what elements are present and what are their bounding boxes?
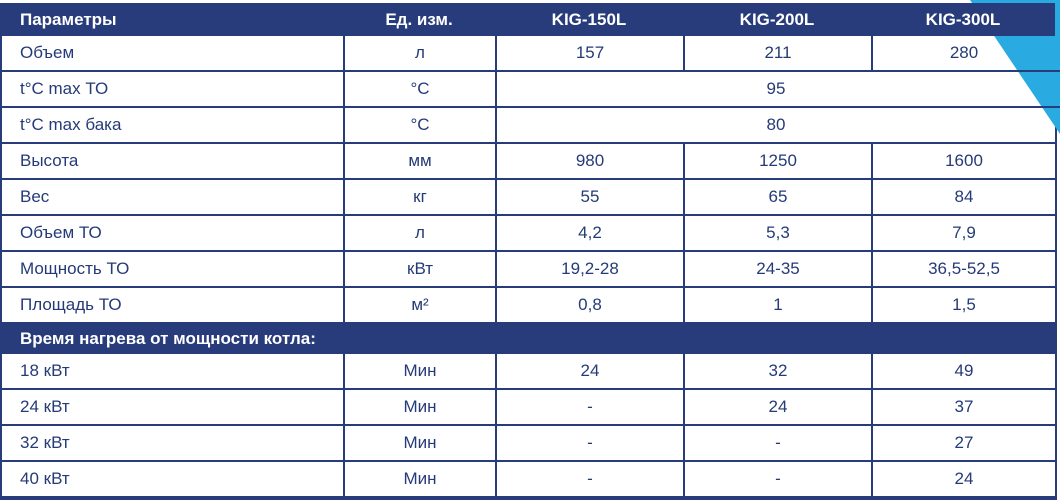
cell-value: 280 [871, 36, 1055, 70]
cell-value: 19,2-28 [495, 252, 683, 286]
cell-value: 4,2 [495, 216, 683, 250]
row-label: Мощность ТО [20, 259, 130, 278]
row-label: Вес [20, 187, 50, 206]
row-label: 24 кВт [20, 397, 70, 416]
row-label: 32 кВт [20, 433, 70, 452]
cell-value: - [495, 390, 683, 424]
section-header-row [2, 324, 1055, 354]
cell-value: 49 [871, 354, 1055, 388]
cell-value-merged: 80 [495, 108, 1055, 142]
cell-value: 36,5-52,5 [871, 252, 1055, 286]
row-unit: Мин [343, 426, 495, 460]
row-label: 18 кВт [20, 361, 70, 380]
column-header-kig-200l: KIG-200L [739, 9, 815, 29]
row-border-overlay [1036, 106, 1060, 108]
cell-value: 24 [871, 462, 1055, 496]
table-row-32kw [2, 426, 1055, 462]
cell-value: 1600 [871, 144, 1055, 178]
cell-value: 37 [871, 390, 1055, 424]
cell-value: 1250 [683, 144, 871, 178]
cell-value: - [495, 426, 683, 460]
row-label: Площадь ТО [20, 295, 122, 314]
table-row-volume-to [2, 216, 1055, 252]
row-unit: °C [343, 108, 495, 142]
row-unit: Мин [343, 462, 495, 496]
cell-value: - [683, 462, 871, 496]
table-row-tmax-tank [2, 108, 1055, 144]
table-row-area-to [2, 288, 1055, 324]
cell-value: 65 [683, 180, 871, 214]
spec-table [0, 3, 1057, 500]
cell-value: 27 [871, 426, 1055, 460]
cell-value: 24 [683, 390, 871, 424]
cell-value: - [683, 426, 871, 460]
table-row-tmax-to [2, 72, 1055, 108]
cell-value: 211 [683, 36, 871, 70]
cell-value: 5,3 [683, 216, 871, 250]
row-unit: °C [343, 72, 495, 106]
table-row-weight [2, 180, 1055, 216]
row-unit: Мин [343, 354, 495, 388]
table-header-row [2, 3, 1055, 36]
table-row-40kw [2, 462, 1055, 496]
row-label: Высота [20, 151, 79, 170]
row-unit: кВт [343, 252, 495, 286]
row-label: t°C max ТО [20, 79, 109, 98]
table-row-volume [2, 36, 1055, 72]
row-border-overlay [1012, 70, 1060, 72]
table-row-24kw [2, 390, 1055, 426]
column-header-parameters: Параметры [20, 9, 117, 29]
row-unit: кг [343, 180, 495, 214]
cell-value: 157 [495, 36, 683, 70]
cell-value: 55 [495, 180, 683, 214]
cell-value: 32 [683, 354, 871, 388]
column-header-units: Ед. изм. [385, 9, 453, 29]
cell-value: 1,5 [871, 288, 1055, 322]
column-header-kig-300l: KIG-300L [925, 9, 1001, 29]
cell-value: - [495, 462, 683, 496]
cell-value: 0,8 [495, 288, 683, 322]
row-label: Объем [20, 43, 75, 62]
row-label: Объем ТО [20, 223, 102, 242]
table-row-18kw [2, 354, 1055, 390]
cell-value: 24-35 [683, 252, 871, 286]
cell-value-merged: 95 [495, 72, 1055, 106]
section-title: Время нагрева от мощности котла: [20, 329, 316, 348]
cell-value: 7,9 [871, 216, 1055, 250]
row-unit: л [343, 216, 495, 250]
row-unit: мм [343, 144, 495, 178]
row-unit: Мин [343, 390, 495, 424]
row-unit: м² [343, 288, 495, 322]
row-label: t°C max бака [20, 115, 122, 134]
table-row-power-to [2, 252, 1055, 288]
row-label: 40 кВт [20, 469, 70, 488]
table-row-height [2, 144, 1055, 180]
cell-value: 1 [683, 288, 871, 322]
cell-value: 980 [495, 144, 683, 178]
cell-value: 84 [871, 180, 1055, 214]
cell-value: 24 [495, 354, 683, 388]
row-unit: л [343, 36, 495, 70]
column-header-kig-150l: KIG-150L [551, 9, 627, 29]
